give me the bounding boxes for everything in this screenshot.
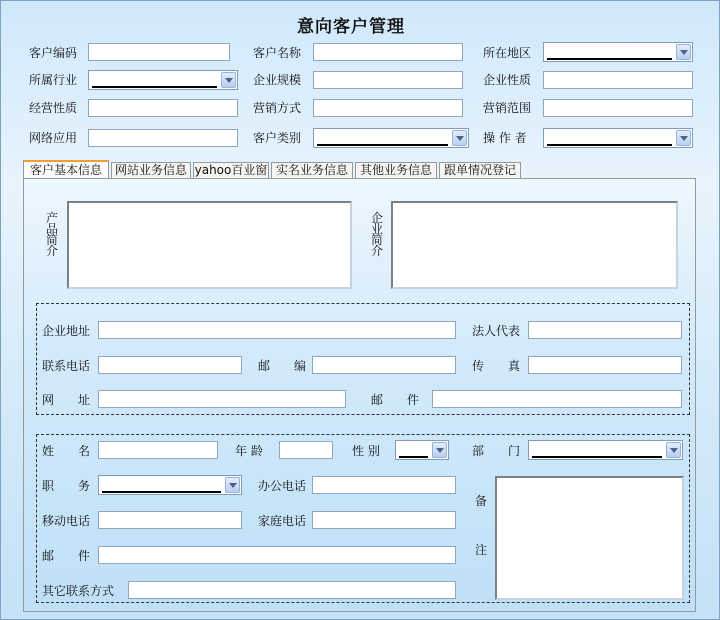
fax-label: 传 真	[472, 359, 521, 373]
chevron-down-icon[interactable]	[225, 477, 240, 493]
chevron-down-icon[interactable]	[452, 130, 467, 146]
company-nature-label: 企业性质	[483, 73, 532, 87]
office-phone-label: 办公电话	[258, 479, 307, 493]
marketing-scope-input[interactable]	[543, 99, 693, 117]
company-intro-textarea[interactable]	[391, 201, 678, 289]
gender-value	[399, 443, 428, 458]
marketing-method-input[interactable]	[313, 99, 463, 117]
remark-textarea[interactable]	[495, 476, 684, 600]
marketing-method-label: 营销方式	[253, 101, 302, 115]
chevron-down-icon[interactable]	[432, 442, 447, 458]
department-value	[532, 443, 662, 458]
industry-select[interactable]	[88, 70, 238, 90]
region-select[interactable]	[543, 42, 693, 62]
age-input[interactable]	[279, 441, 333, 459]
industry-label: 所属行业	[29, 73, 78, 87]
company-address-label: 企业地址	[42, 324, 91, 338]
name-label: 姓 名	[42, 444, 91, 458]
email-input[interactable]	[98, 546, 456, 564]
marketing-scope-label: 营销范围	[483, 101, 532, 115]
position-value	[102, 478, 221, 493]
region-label: 所在地区	[483, 46, 532, 60]
website-label: 网 址	[42, 393, 91, 407]
legal-rep-input[interactable]	[528, 321, 682, 339]
page-title: 意向客户管理	[297, 17, 405, 37]
department-select[interactable]	[528, 440, 683, 460]
other-contact-input[interactable]	[128, 581, 456, 599]
product-intro-textarea[interactable]	[67, 201, 352, 289]
network-app-input[interactable]	[88, 129, 238, 147]
legal-rep-label: 法人代表	[472, 324, 521, 338]
chevron-down-icon[interactable]	[676, 44, 691, 60]
phone-input[interactable]	[98, 356, 242, 374]
operator-select[interactable]	[543, 128, 693, 148]
customer-name-label: 客户名称	[253, 46, 302, 60]
company-address-input[interactable]	[98, 321, 456, 339]
operator-label: 操 作 者	[483, 131, 527, 145]
name-input[interactable]	[98, 441, 218, 459]
basic-info-panel	[23, 178, 696, 612]
customer-type-label: 客户类别	[253, 131, 302, 145]
company-scale-label: 企业规模	[253, 73, 302, 87]
customer-code-label: 客户编码	[29, 46, 78, 60]
mobile-label: 移动电话	[42, 514, 91, 528]
position-label: 职 务	[42, 479, 91, 493]
email-label: 邮 件	[42, 549, 91, 563]
position-select[interactable]	[98, 475, 242, 495]
postcode-label: 邮 编	[258, 359, 307, 373]
mail-label: 邮 件	[371, 393, 420, 407]
remark-label-1: 备	[475, 494, 488, 508]
mobile-input[interactable]	[98, 511, 242, 529]
tab-website-business[interactable]: 网站业务信息	[111, 162, 191, 178]
company-intro-label: 企业简介	[371, 211, 384, 258]
tab-yahoo[interactable]: yahoo百业窗	[194, 163, 268, 177]
business-nature-input[interactable]	[88, 99, 238, 117]
gender-label: 性 别	[352, 444, 380, 458]
department-label: 部 门	[472, 444, 521, 458]
mail-input[interactable]	[432, 390, 682, 408]
chevron-down-icon[interactable]	[221, 72, 236, 88]
postcode-input[interactable]	[312, 356, 456, 374]
tab-basic-info[interactable]: 客户基本信息	[23, 160, 109, 179]
age-label: 年 龄	[235, 444, 263, 458]
region-value	[547, 45, 672, 60]
website-input[interactable]	[98, 390, 346, 408]
customer-code-input[interactable]	[88, 43, 230, 61]
customer-name-input[interactable]	[313, 43, 463, 61]
company-nature-input[interactable]	[543, 71, 693, 89]
business-nature-label: 经营性质	[29, 101, 78, 115]
gender-select[interactable]	[395, 440, 449, 460]
office-phone-input[interactable]	[312, 476, 456, 494]
customer-type-value	[317, 131, 448, 146]
customer-type-select[interactable]	[313, 128, 469, 148]
home-phone-input[interactable]	[312, 511, 456, 529]
tab-other-business[interactable]: 其他业务信息	[355, 162, 437, 178]
company-scale-input[interactable]	[313, 71, 463, 89]
other-contact-label: 其它联系方式	[42, 584, 115, 598]
network-app-label: 网络应用	[29, 131, 78, 145]
fax-input[interactable]	[528, 356, 682, 374]
industry-value	[92, 73, 217, 88]
tab-realname-business[interactable]: 实名业务信息	[271, 162, 353, 178]
home-phone-label: 家庭电话	[258, 514, 307, 528]
remark-label-2: 注	[475, 543, 488, 557]
chevron-down-icon[interactable]	[666, 442, 681, 458]
operator-value	[547, 131, 672, 146]
phone-label: 联系电话	[42, 359, 91, 373]
chevron-down-icon[interactable]	[676, 130, 691, 146]
tab-followup-log[interactable]: 跟单情况登记	[439, 162, 521, 178]
product-intro-label: 产品简介	[46, 211, 59, 258]
